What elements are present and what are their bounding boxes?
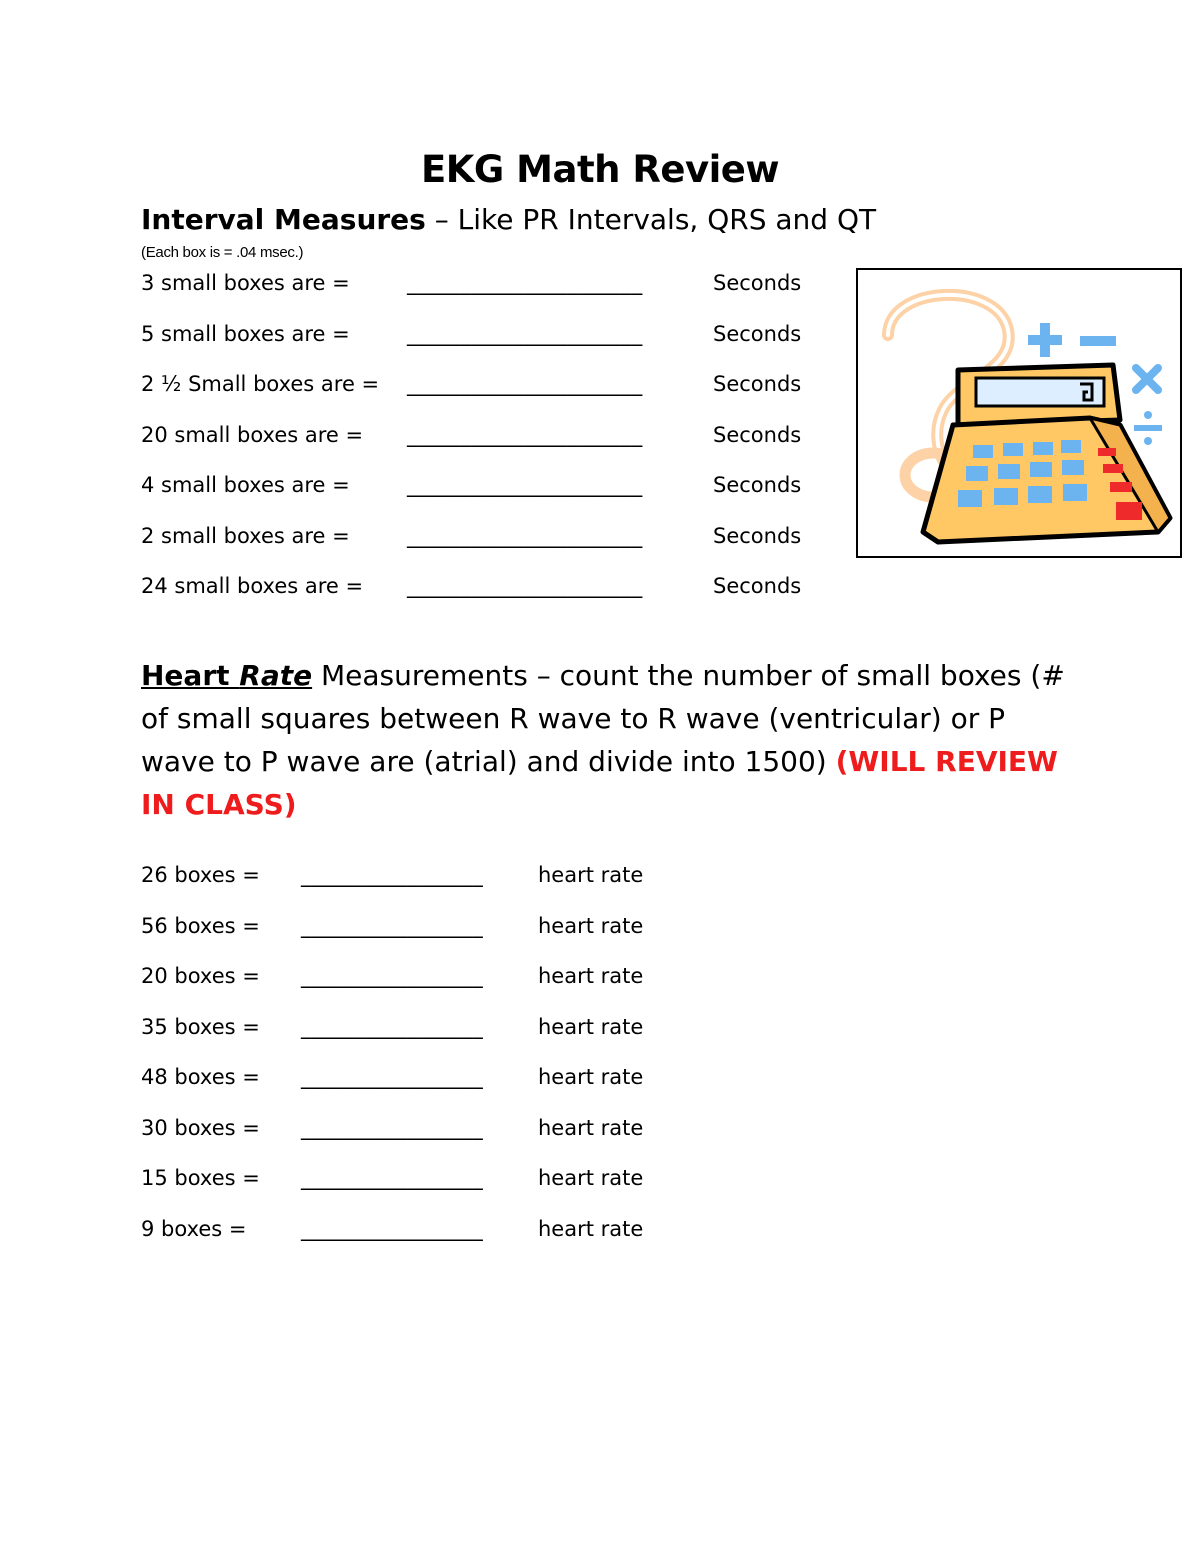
heart-rate-unit: heart rate [538,1166,644,1190]
heart-rate-label: 20 boxes = [141,964,260,988]
heart-rate-label: 56 boxes = [141,913,260,938]
heart-rate-row [141,1214,841,1244]
interval-answer-blank[interactable]: ______________________ [407,271,643,295]
interval-row [141,268,841,298]
interval-row [141,319,841,349]
heart-rate-label: 26 boxes = [141,863,260,887]
interval-unit: Seconds [713,321,802,346]
interval-label: 20 small boxes are = [141,422,364,447]
heart-rate-unit: heart rate [538,1014,644,1039]
interval-answer-blank[interactable]: ______________________ [407,372,643,396]
heart-rate-row [141,1113,841,1143]
interval-unit: Seconds [713,422,802,447]
interval-answer-blank[interactable]: ______________________ [407,422,643,447]
interval-answer-blank[interactable]: ______________________ [407,473,643,497]
interval-unit: Seconds [713,473,802,497]
heart-rate-row [141,1012,841,1042]
heart-rate-label: 9 boxes = [141,1216,247,1241]
page-title: EKG Math Review [420,148,780,191]
heart-rate-row [141,1163,841,1193]
interval-unit: Seconds [713,574,802,598]
interval-label: 2 ½ Small boxes are = [141,372,380,396]
interval-label: 3 small boxes are = [141,271,350,295]
interval-label: 24 small boxes are = [141,574,364,598]
heart-rate-answer-blank[interactable]: _________________ [301,1216,483,1241]
heart-rate-unit: heart rate [538,1115,644,1140]
heart-rate-label: 35 boxes = [141,1014,260,1039]
will-review-notice: (WILL REVIEW IN CLASS) [141,745,1058,821]
interval-heading-rest: – Like PR Intervals, QRS and QT [425,203,877,236]
heart-rate-answer-blank[interactable]: _________________ [301,863,483,887]
rate-word: Rate [239,659,313,692]
interval-section-heading [141,203,876,236]
interval-label: 2 small boxes are = [141,523,350,548]
interval-answer-blank[interactable]: ______________________ [407,321,643,346]
interval-unit: Seconds [713,271,802,295]
interval-heading-bold: Interval Measures [141,203,426,236]
heart-rate-section-heading [141,654,1081,826]
interval-row [141,369,841,399]
heart-rate-unit: heart rate [538,913,644,938]
heart-word: Heart [141,659,230,692]
heart-rate-row [141,961,841,991]
heart-rate-row [141,860,841,890]
interval-row [141,470,841,500]
heart-rate-answer-blank[interactable]: _________________ [301,1014,483,1039]
heart-rate-unit: heart rate [538,1065,644,1089]
heart-rate-unit: heart rate [538,964,644,988]
heart-rate-row [141,1062,841,1092]
interval-label: 4 small boxes are = [141,473,350,497]
heart-rate-heading-rest: Measurements – count the number of small boxes (# of small squares between R wave to R wave (ventricular) or P wave to P wave are (atrial) and divide into 1500) [141,659,1065,778]
heart-rate-answer-blank[interactable]: _________________ [301,964,483,988]
interval-unit: Seconds [713,372,802,396]
interval-note: (Each box is = .04 msec.) [141,244,304,261]
heart-rate-answer-blank[interactable]: _________________ [301,1166,483,1190]
interval-unit: Seconds [713,523,802,548]
heart-rate-unit: heart rate [538,863,644,887]
heart-rate-label: 48 boxes = [141,1065,260,1089]
heart-rate-answer-blank[interactable]: _________________ [301,1065,483,1089]
interval-row [141,420,841,450]
heart-rate-unit: heart rate [538,1216,644,1241]
calculator-with-question-mark-icon [858,270,1180,556]
heart-rate-label: 30 boxes = [141,1115,260,1140]
calculator-clipart-frame [856,268,1182,558]
interval-label: 5 small boxes are = [141,321,350,346]
heart-rate-answer-blank[interactable]: _________________ [301,1115,483,1140]
interval-row [141,521,841,551]
heart-rate-answer-blank[interactable]: _________________ [301,913,483,938]
interval-row [141,571,841,601]
heart-rate-heading-bold [141,659,312,692]
heart-rate-label: 15 boxes = [141,1166,260,1190]
interval-answer-blank[interactable]: ______________________ [407,523,643,548]
interval-answer-blank[interactable]: ______________________ [407,574,643,598]
heart-rate-row [141,911,841,941]
